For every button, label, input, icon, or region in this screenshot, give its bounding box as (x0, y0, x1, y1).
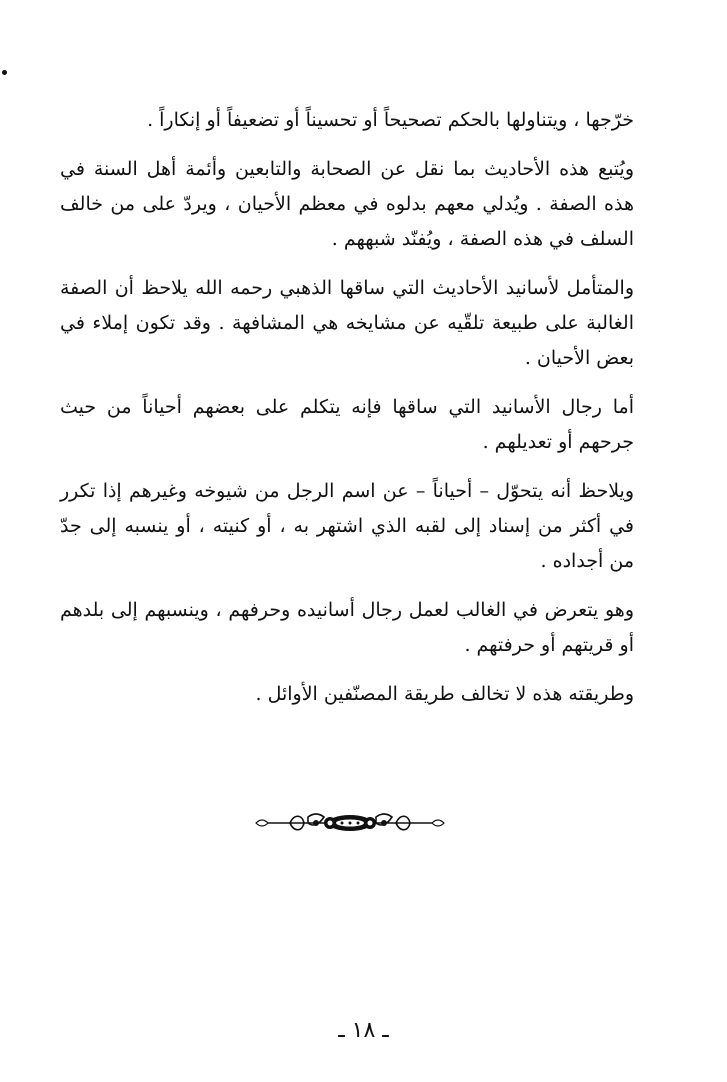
paragraph-7: وطريقته هذه لا تخالف طريقة المصنّفين الأوائل . (255, 683, 634, 705)
paragraph-6: وهو يتعرض في الغالب لعمل رجال أسانيده وحرفهم ، وينسبهم إلى بلدهم أو قريتهم أو حرفتهم . (60, 599, 634, 656)
body-text (60, 103, 634, 726)
margin-mark (2, 70, 7, 75)
page-number: ـ ١٨ ـ (338, 1018, 389, 1043)
paragraph-1: خرّجها ، ويتناولها بالحكم تصحيحاً أو تحسيناً أو تضعيفاً أو إنكاراً . (147, 109, 634, 131)
ornament-divider-icon (250, 808, 450, 838)
paragraph-5: ويلاحظ أنه يتحوّل – أحياناً – عن اسم الرجل من شيوخه وغيرهم إذا تكرر في أكثر من إسناد إلى لقبه الذي اشتهر به ، أو كنيته ، أو ينسبه إلى جدّ من أجداده . (60, 480, 634, 572)
paragraph-3: والمتأمل لأسانيد الأحاديث التي ساقها الذهبي رحمه الله يلاحظ أن الصفة الغالبة على طبيعة تلقّيه عن مشايخه هي المشافهة . وقد تكون إملاء في بعض الأحيان . (60, 277, 634, 369)
paragraph-4: أما رجال الأسانيد التي ساقها فإنه يتكلم على بعضهم أحياناً من حيث جرحهم أو تعديلهم . (60, 396, 634, 453)
paragraph-2: ويُتبع هذه الأحاديث بما نقل عن الصحابة والتابعين وأئمة أهل السنة في هذه الصفة . ويُدلي معهم بدلوه في معظم الأحيان ، ويردّ على من خالف السلف في هذه الصفة ، ويُفنّد شبههم . (60, 158, 634, 250)
